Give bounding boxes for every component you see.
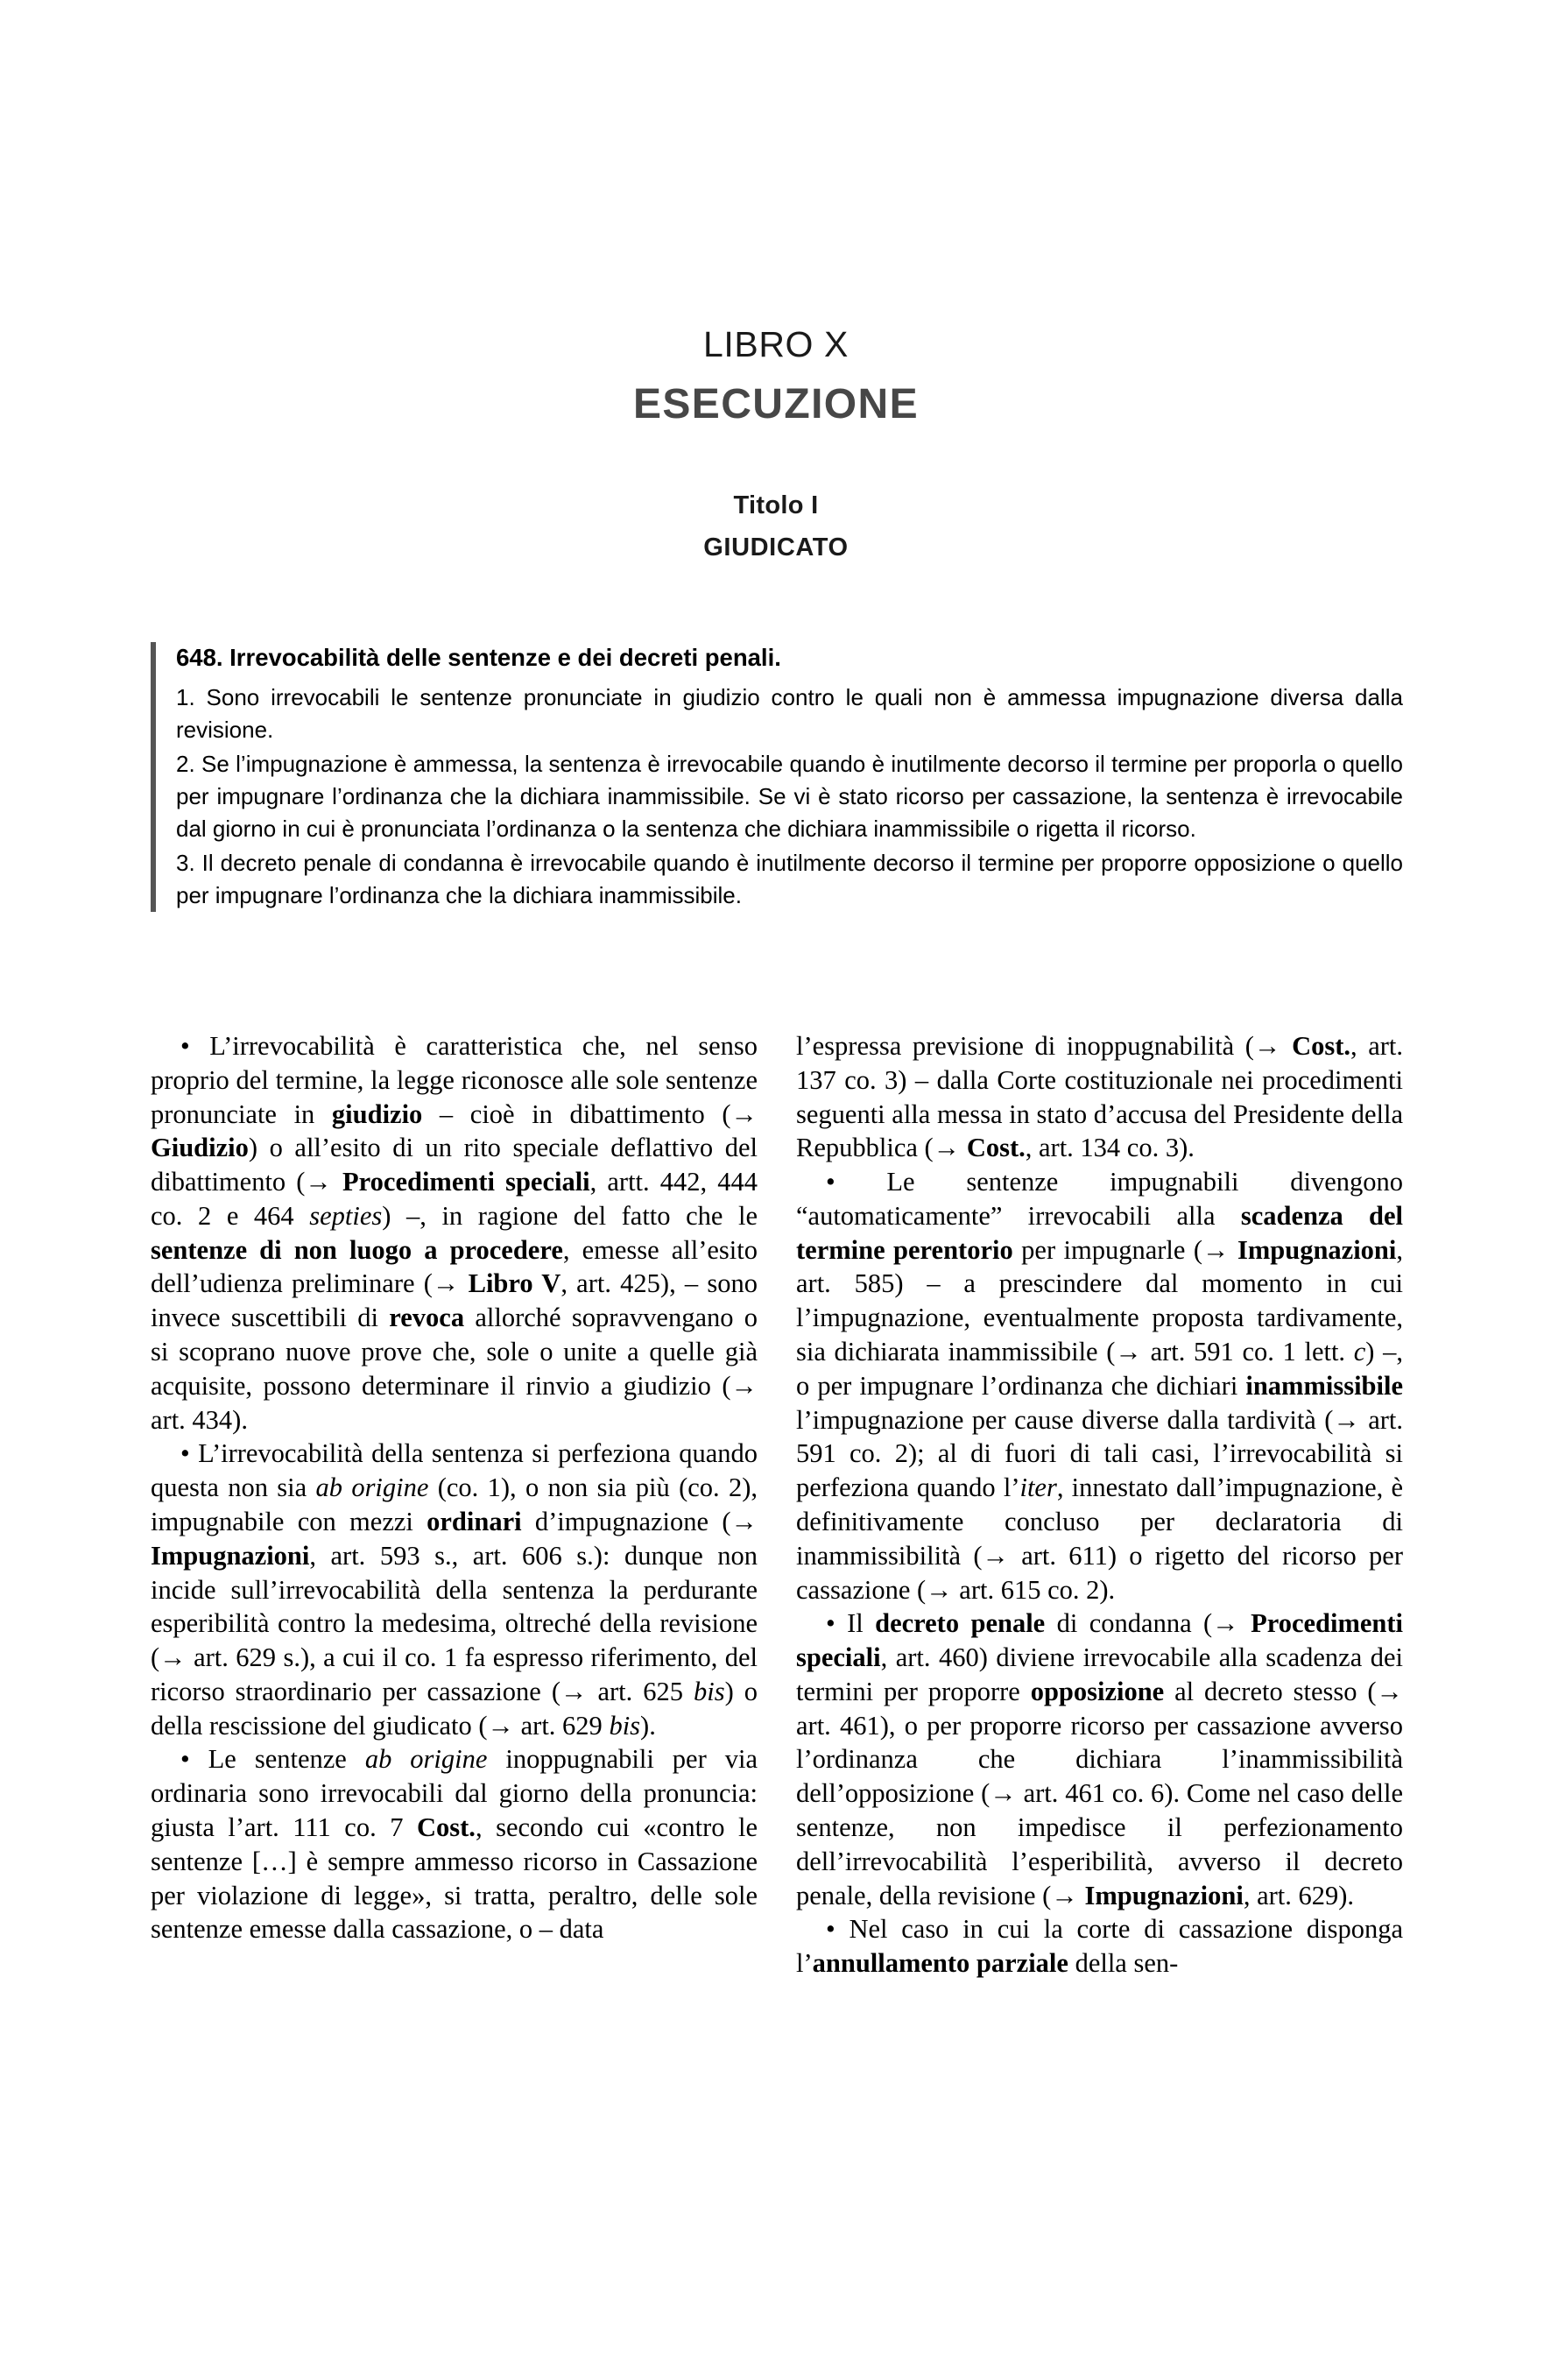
body-text: , art. 134 co. 3).: [1025, 1133, 1195, 1163]
latin-term: c: [1353, 1337, 1366, 1367]
article-paragraph: 2. Se l’impugnazione è ammessa, la sentenza è irrevocabile quando è inutilmente decorso il termine per proporla o quello per impugnare l’ordinanza che la dichiara inammissibile. Se vi è stato ricorso per cassazione, la sentenza è irrevocabile dal giorno in cui è pronunciata l’ordinanza o la sentenza che dichiara inammissibile o rigetta il ricorso.: [176, 751, 1403, 842]
body-text: , innestato dall’impugnazione, è definitivamente concluso per declaratoria di inammissibilità (→ art. 611) o rigetto del ricorso per cassazione (→ art. 615 co. 2).: [796, 1472, 1403, 1605]
emphasis-term: Giudizio: [151, 1133, 249, 1163]
commentary-column-left: [151, 1029, 758, 2273]
emphasis-term: ordinari: [427, 1506, 522, 1536]
body-text: , artt. 442, 444 co. 2 e 464: [151, 1167, 758, 1231]
commentary-paragraph: [796, 1029, 1403, 1165]
latin-term: septies: [309, 1200, 383, 1231]
emphasis-term: annullamento parziale: [812, 1948, 1068, 1979]
latin-term: iter: [1019, 1472, 1057, 1503]
body-text: , art. 593 s., art. 606 s.): dunque non incide sull’irrevocabilità della sentenza la perdurante esperibilità contro la medesima, oltreché della revisione (→ art. 629 s.), a cui il co. 1 fa espresso riferimento, del ricorso straordinario per cassazione (→ art. 625: [151, 1540, 758, 1706]
emphasis-term: sentenze di non luogo a procedere: [151, 1234, 563, 1265]
emphasis-term: Libro V: [468, 1268, 561, 1299]
body-text: • Le sentenze: [180, 1744, 365, 1775]
commentary-paragraph: [151, 1029, 758, 1437]
body-text: d’impugnazione (→: [521, 1506, 758, 1536]
commentary-columns: [151, 1029, 1403, 2273]
body-text: • Nel caso in cui la corte di cassazione disponga l’: [796, 1914, 1403, 1979]
body-text: l’espressa previsione di inoppugnabilità (→: [796, 1031, 1293, 1061]
body-text: , art. 460) diviene irrevocabile alla scadenza dei termini per proporre: [796, 1642, 1403, 1706]
emphasis-term: Impugnazioni: [1237, 1234, 1397, 1265]
body-text: , art. 137 co. 3) – dalla Corte costituzionale nei procedimenti seguenti alla messa in stato d’accusa del Presidente della Repubblica (→: [796, 1031, 1404, 1163]
emphasis-term: Cost.: [1292, 1031, 1350, 1061]
commentary-column-right: [796, 1029, 1403, 2273]
commentary-paragraph: [796, 1165, 1403, 1607]
latin-term: bis: [609, 1710, 641, 1741]
latin-term: ab origine: [315, 1472, 429, 1503]
body-text: allorché sopravvengano o si scoprano nuove prove che, sole o unite a quelle già acquisite, possono determinare il rinvio a giudizio (→ art. 434).: [151, 1303, 758, 1435]
commentary-paragraph: [151, 1437, 758, 1742]
commentary-paragraph: [151, 1742, 758, 1946]
body-text: ).: [640, 1710, 656, 1741]
emphasis-term: Impugnazioni: [1084, 1880, 1244, 1910]
article-block: [151, 642, 1403, 912]
body-text: • Le sentenze impugnabili divengono “automaticamente” irrevocabili alla: [796, 1167, 1403, 1231]
emphasis-term: Impugnazioni: [151, 1540, 310, 1571]
emphasis-term: Procedimenti speciali: [796, 1608, 1403, 1673]
commentary-paragraph: [796, 1912, 1403, 1981]
emphasis-term: Cost.: [966, 1133, 1026, 1163]
body-text: , emesse all’esito dell’udienza preliminare (→: [151, 1234, 758, 1299]
body-text: inoppugnabili per via ordinaria sono irrevocabili dal giorno della pronuncia: giusta l’art. 111 co. 7: [151, 1744, 758, 1842]
article-paragraph: 1. Sono irrevocabili le sentenze pronunciate in giudizio contro le quali non è ammessa impugnazione diversa dalla revisione.: [176, 684, 1403, 744]
page-title: ESECUZIONE: [632, 381, 920, 428]
latin-term: bis: [694, 1676, 725, 1706]
emphasis-term: revoca: [389, 1303, 465, 1333]
body-text: ) –, o per impugnare l’ordinanza che dichiari: [796, 1337, 1403, 1401]
page-headings: [151, 326, 1401, 564]
body-text: ) –, in ragione del fatto che le: [382, 1200, 758, 1231]
body-text: • L’irrevocabilità è caratteristica che, nel senso proprio del termine, la legge riconosce alle sole sentenze pronunciate in: [151, 1031, 758, 1129]
emphasis-term: scadenza del termine perentorio: [796, 1200, 1403, 1265]
article-paragraph-list: [176, 682, 1403, 911]
body-text: , art. 585) – a prescindere dal momento in cui l’impugnazione, eventualmente proposta tardivamente, sia dichiarata inammissibile (→ art. 591 co. 1 lett.: [796, 1234, 1403, 1367]
emphasis-term: giudizio: [331, 1098, 423, 1129]
commentary-paragraph: [796, 1607, 1403, 1912]
body-text: al decreto stesso (→ art. 461), o per proporre ricorso per cassazione avverso l’ordinanza che dichiara l’inammissibilità dell’opposizione (→ art. 461 co. 6). Come nel caso delle sentenze, non impedisce il perfezionamento dell’irrevocabilità l’esperibilità, avverso il decreto penale, della revisione (→: [796, 1676, 1404, 1910]
latin-term: ab origine: [364, 1744, 488, 1775]
body-text: ) o della rescissione del giudicato (→ art. 629: [151, 1676, 758, 1741]
body-text: della sen-: [1068, 1948, 1179, 1979]
body-text: • Il: [826, 1608, 876, 1639]
title-name-label: GIUDICATO: [703, 533, 849, 561]
book-label: LIBRO X: [703, 324, 849, 364]
body-text: ) o all’esito di un rito speciale deflattivo del dibattimento (→: [151, 1133, 758, 1197]
body-text: per impugnarle (→: [1012, 1234, 1237, 1265]
body-text: (co. 1), o non sia più (co. 2), impugnabile con mezzi: [151, 1472, 758, 1536]
emphasis-term: decreto penale: [875, 1608, 1046, 1639]
body-text: di condanna (→: [1045, 1608, 1251, 1639]
title-number-label: Titolo I: [733, 491, 819, 520]
body-text: l’impugnazione per cause diverse dalla tardività (→ art. 591 co. 2); al di fuori di tali casi, l’irrevocabilità si perfeziona quando l’: [796, 1404, 1403, 1503]
body-text: , art. 629).: [1243, 1880, 1355, 1910]
emphasis-term: inammissibile: [1245, 1370, 1403, 1401]
body-text: , secondo cui «contro le sentenze […] è sempre ammesso ricorso in Cassazione per violazione di legge», si tratta, peraltro, delle sole sentenze emesse dalla cassazione, o – data: [151, 1811, 758, 1945]
body-text: • L’irrevocabilità della sentenza si perfeziona quando questa non sia: [151, 1438, 758, 1503]
body-text: , art. 425), – sono invece suscettibili di: [151, 1268, 758, 1333]
emphasis-term: Cost.: [417, 1811, 476, 1842]
body-text: – cioè in dibattimento (→: [422, 1098, 758, 1129]
emphasis-term: Procedimenti speciali: [342, 1167, 590, 1197]
article-paragraph: 3. Il decreto penale di condanna è irrevocabile quando è inutilmente decorso il termine per proporre opposizione o quello per impugnare l’ordinanza che la dichiara inammissibile.: [176, 849, 1403, 908]
emphasis-term: opposizione: [1030, 1676, 1165, 1706]
article-heading: 648. Irrevocabilità delle sentenze e dei decreti penali.: [176, 644, 781, 671]
